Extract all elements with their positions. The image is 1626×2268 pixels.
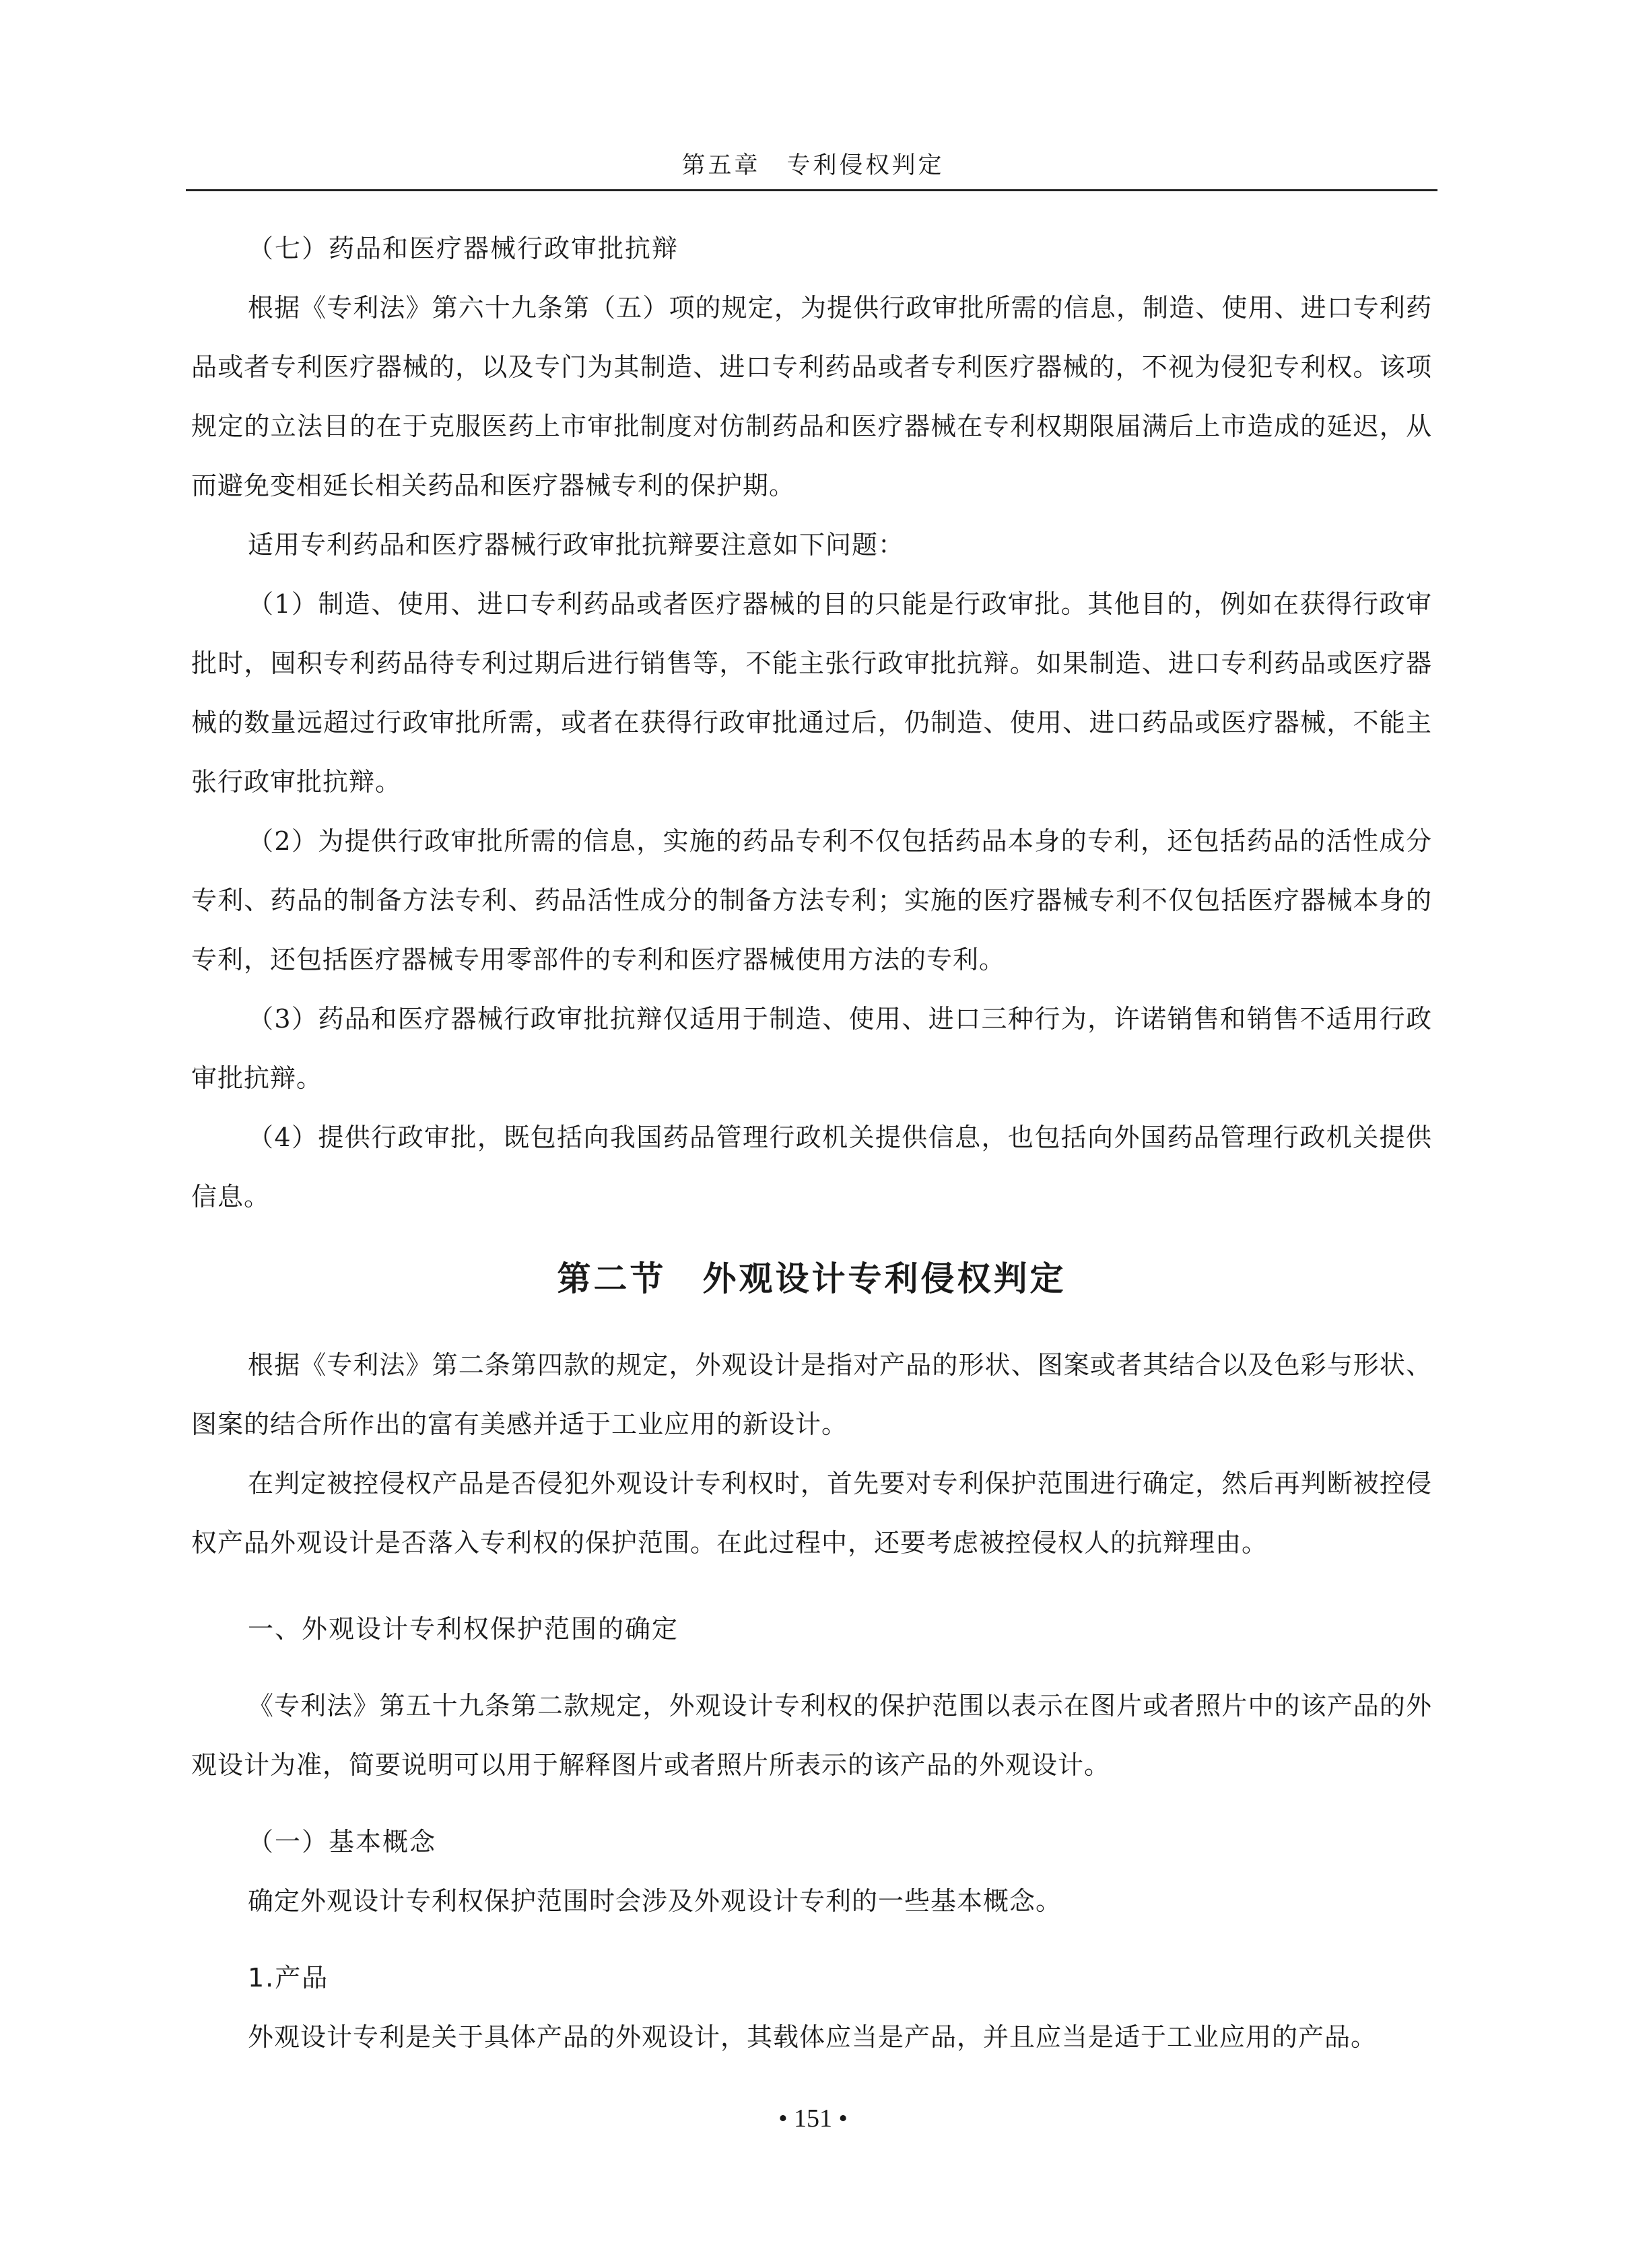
- paragraph: 在判定被控侵权产品是否侵犯外观设计专利权时，首先要对专利保护范围进行确定，然后再判断被控侵权产品外观设计是否落入专利权的保护范围。在此过程中，还要考虑被控侵权人的抗辩理由。: [191, 1469, 1432, 1558]
- subheading-product: 1.产品: [248, 1963, 329, 1993]
- paragraph: （2）为提供行政审批所需的信息，实施的药品专利不仅包括药品本身的专利，还包括药品的活性成分专利、药品的制备方法专利、药品活性成分的制备方法专利；实施的医疗器械专利不仅包括医疗器械本身的专利，还包括医疗器械专用零部件的专利和医疗器械使用方法的专利。: [191, 826, 1432, 974]
- paragraph: （3）药品和医疗器械行政审批抗辩仅适用于制造、使用、进口三种行为，许诺销售和销售不适用行政审批抗辩。: [191, 1004, 1432, 1093]
- running-header: 第五章 专利侵权判定: [681, 152, 945, 179]
- page-number: • 151 •: [778, 2104, 848, 2133]
- page-body: [191, 219, 1432, 2067]
- paragraph: 根据《专利法》第六十九条第（五）项的规定，为提供行政审批所需的信息，制造、使用、进口专利药品或者专利医疗器械的，以及专门为其制造、进口专利药品或者专利医疗器械的，不视为侵犯专利权。该项规定的立法目的在于克服医药上市审批制度对仿制药品和医疗器械在专利权期限届满后上市造成的延迟，从而避免变相延长相关药品和医疗器械专利的保护期。: [191, 293, 1432, 500]
- paragraph: 确定外观设计专利权保护范围时会涉及外观设计专利的一些基本概念。: [248, 1886, 1062, 1916]
- paragraph: （4）提供行政审批，既包括向我国药品管理行政机关提供信息，也包括向外国药品管理行政机关提供信息。: [191, 1123, 1432, 1211]
- paragraph: （1）制造、使用、进口专利药品或者医疗器械的目的只能是行政审批。其他目的，例如在获得行政审批时，囤积专利药品待专利过期后进行销售等，不能主张行政审批抗辩。如果制造、进口专利药品或医疗器械的数量远超过行政审批所需，或者在获得行政审批通过后，仍制造、使用、进口药品或医疗器械，不能主张行政审批抗辩。: [191, 589, 1432, 797]
- subheading-basic-concepts: （一）基本概念: [248, 1827, 437, 1857]
- spacer: [191, 1659, 1432, 1676]
- spacer: [191, 1572, 1432, 1599]
- header-divider: [186, 189, 1437, 191]
- paragraph: 《专利法》第五十九条第二款规定，外观设计专利权的保护范围以表示在图片或者照片中的该产品的外观设计为准，简要说明可以用于解释图片或者照片所表示的该产品的外观设计。: [191, 1691, 1432, 1780]
- paragraph: 外观设计专利是关于具体产品的外观设计，其载体应当是产品，并且应当是适于工业应用的产品。: [248, 2022, 1378, 2052]
- paragraph: 根据《专利法》第二条第四款的规定，外观设计是指对产品的形状、图案或者其结合以及色彩与形状、图案的结合所作出的富有美感并适于工业应用的新设计。: [191, 1350, 1432, 1439]
- subheading-scope-determination: 一、外观设计专利权保护范围的确定: [248, 1614, 679, 1644]
- spacer: [191, 1795, 1432, 1812]
- spacer: [191, 1931, 1432, 1948]
- section-title: 第二节 外观设计专利侵权判定: [557, 1259, 1066, 1298]
- subheading-drug-approval-defense: （七）药品和医疗器械行政审批抗辩: [248, 234, 679, 263]
- paragraph: 适用专利药品和医疗器械行政审批抗辩要注意如下问题：: [248, 530, 905, 560]
